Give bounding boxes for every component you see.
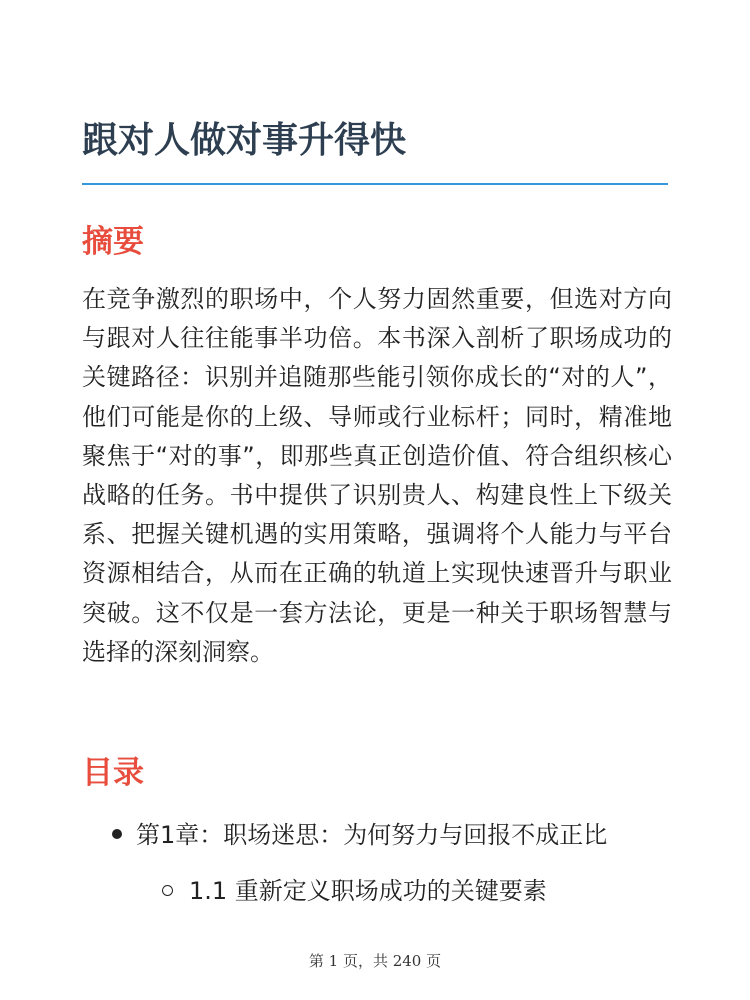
title-divider bbox=[82, 183, 668, 185]
abstract-heading: 摘要 bbox=[82, 224, 144, 260]
filled-bullet-icon bbox=[112, 829, 122, 839]
page-number-footer: 第 1 页，共 240 页 bbox=[308, 952, 442, 970]
hollow-bullet-icon bbox=[162, 885, 173, 896]
document-title: 跟对人做对事升得快 bbox=[82, 120, 407, 161]
toc-heading: 目录 bbox=[82, 755, 144, 791]
toc-item-label: 1.1 重新定义职场成功的关键要素 bbox=[189, 877, 547, 905]
toc-item-chapter-1[interactable] bbox=[112, 818, 607, 852]
toc-item-section-1-1[interactable] bbox=[162, 874, 547, 908]
toc-item-label: 第1章：职场迷思：为何努力与回报不成正比 bbox=[136, 821, 608, 849]
abstract-paragraph: 在竞争激烈的职场中，个人努力固然重要，但选对方向与跟对人往往能事半功倍。本书深入剖析了职场成功的关键路径：识别并追随那些能引领你成长的“对的人”，他们可能是你的上级、导师或行业标杆；同时，精准地聚焦于“对的事”，即那些真正创造价值、符合组织核心战略的任务。书中提供了识别贵人、构建良性上下级关系、把握关键机遇的实用策略，强调将个人能力与平台资源相结合，从而在正确的轨道上实现快速晋升与职业突破。这不仅是一套方法论，更是一种关于职场智慧与选择的深刻洞察。 bbox=[82, 285, 672, 666]
